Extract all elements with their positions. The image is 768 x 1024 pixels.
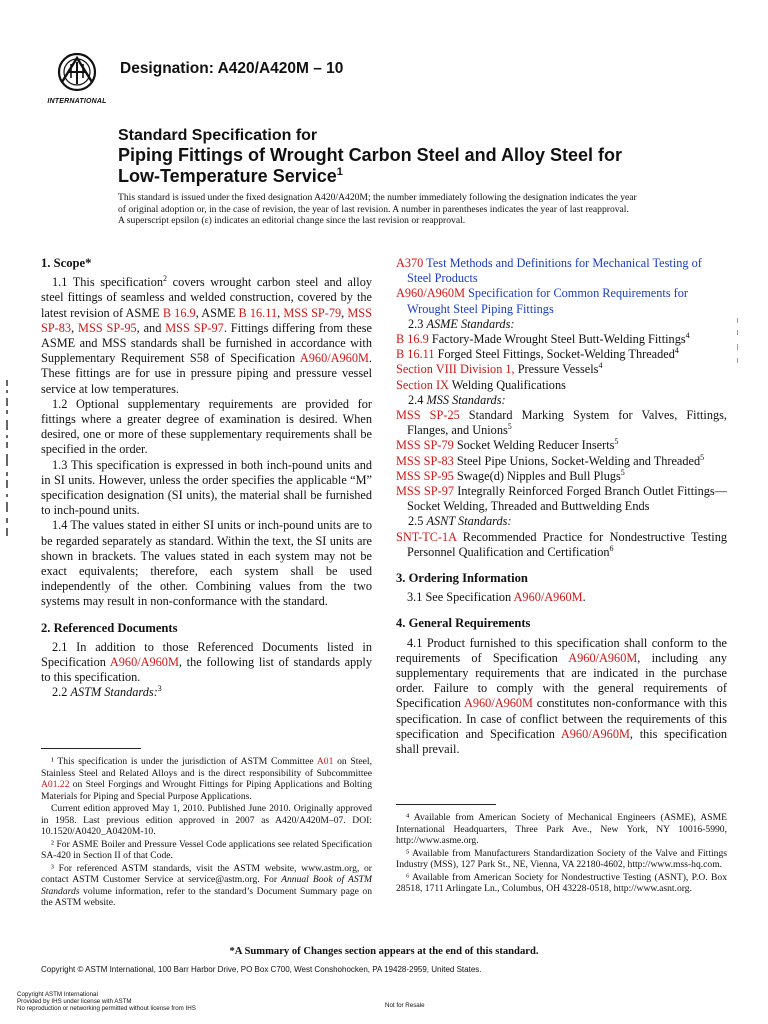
title-line-2: Piping Fittings of Wrought Carbon Steel and Alloy Steel for	[118, 145, 622, 165]
referenced-paragraph-1: 2.1 In addition to those Referenced Documents listed in Specification A960/A960M, the following list of standards apply to this specification.	[41, 639, 372, 685]
ordering-paragraph-1: 3.1 See Specification A960/A960M.	[407, 590, 586, 605]
link-b16-9[interactable]: B 16.9	[396, 332, 429, 347]
license-line: Provided by IHS under license with ASTM	[17, 998, 132, 1006]
footnotes-right	[396, 804, 727, 896]
issue-note-line: A superscript epsilon (ε) indicates an editorial change since the last revision or reapproval.	[118, 215, 466, 227]
side-watermark-icon	[3, 380, 11, 540]
footnote-3: ³ For referenced ASTM standards, visit the ASTM website, www.astm.org, or contact ASTM Customer Service at service@astm.org. For Annual Book of ASTM Standards volume information, refer to the standard’s Document Summary page on the ASTM website.	[41, 862, 372, 908]
ref-snt-tc-1a: SNT-TC-1A Recommended Practice for Nondestructive Testing Personnel Qualification and Certification$^6$	[396, 529, 727, 559]
footnote-1-edition: Current edition approved May 1, 2010. Published June 2010. Originally approved in 1958. Last previous edition approved in 2007 as A420/A420M–07. DOI: 10.1520/A0420_A0420M-10.	[41, 803, 372, 837]
footnote-6: ⁶ Available from American Society for Nondestructive Testing (ASNT), P.O. Box 28518, 1711 Arlingate Ln., Columbus, OH 43228-0518, http://www.asnt.org.	[396, 871, 727, 894]
ref-mss-sp-97: MSS SP-97 Integrally Reinforced Forged Branch Outlet Fittings—Socket Welding, Threaded and Buttwelding Ends	[396, 484, 727, 514]
subsection-asnt: 2.5 ASNT Standards:	[408, 514, 512, 529]
section-heading-general: 4. General Requirements	[396, 616, 531, 631]
link-a960[interactable]: A960/A960M	[299, 351, 369, 366]
footnote-rule	[396, 804, 496, 805]
referenced-paragraph-2: 2.2 ASTM Standards:$^3$	[52, 684, 162, 700]
link-mss-sp-97[interactable]: MSS SP-97	[396, 484, 454, 499]
ref-section-ix: Section IX Welding Qualifications	[396, 377, 566, 392]
link-a960[interactable]: A960/A960M	[560, 726, 630, 741]
link-a01[interactable]: A01	[316, 756, 334, 767]
ref-a370	[396, 256, 727, 286]
footnote-1: ¹ This specification is under the jurisdiction of ASTM Committee A01 on Steel, Stainless Steel and Related Alloys and is the direct responsibility of Subcommittee A01.22 on Steel Forgings and Wrought Fittings for Piping Applications and Bolting Materials for Piping and Special Purpose Applications.	[41, 756, 372, 802]
edge-mark-icon	[736, 318, 740, 368]
link-a01-22[interactable]: A01.22	[41, 779, 70, 790]
right-column	[396, 256, 727, 757]
link-a960[interactable]: A960/A960M	[463, 696, 533, 711]
ref-mss-sp-95: MSS SP-95 Swage(d) Nipples and Bull Plugs$^5$	[396, 467, 625, 483]
not-for-resale: Not for Resale	[385, 1002, 425, 1009]
title-block	[118, 126, 678, 187]
link-b16-11[interactable]: B 16.11	[238, 305, 278, 320]
ref-a960	[396, 286, 727, 316]
link-mss-sp-95[interactable]: MSS SP-95	[78, 320, 137, 335]
link-mss-sp-83[interactable]: MSS SP-83	[41, 305, 372, 335]
ref-mss-sp-79: MSS SP-79 Socket Welding Reducer Inserts$^5$	[396, 437, 619, 453]
issue-note	[118, 192, 678, 227]
issue-note-line: This standard is issued under the fixed designation A420/A420M; the number immediately following the designation indicates the year	[118, 192, 637, 203]
license-notice	[17, 991, 196, 1013]
license-line: Copyright ASTM International	[17, 991, 98, 998]
link-mss-sp-79[interactable]: MSS SP-79	[283, 305, 342, 320]
link-snt-tc-1a[interactable]: SNT-TC-1A	[396, 529, 457, 544]
issue-note-line: of original adoption or, in the case of revision, the year of last revision. A number in parentheses indicates the year of last reapproval.	[118, 203, 629, 215]
subsection-asme: 2.3 ASME Standards:	[408, 316, 515, 331]
link-mss-sp-83[interactable]: MSS SP-83	[396, 453, 454, 468]
subsection-mss: 2.4 MSS Standards:	[408, 392, 506, 407]
ref-mss-sp-83: MSS SP-83 Steel Pipe Unions, Socket-Welding and Threaded$^5$	[396, 452, 705, 468]
ref-b16-9: B 16.9 Factory-Made Wrought Steel Butt-Welding Fittings$^4$	[396, 330, 690, 347]
title-line-3: Low-Temperature Service$^1$	[118, 166, 343, 186]
link-b16-9[interactable]: B 16.9	[162, 305, 196, 320]
link-mss-sp-79[interactable]: MSS SP-79	[396, 438, 454, 453]
copyright-line: Copyright © ASTM International, 100 Barr Harbor Drive, PO Box C700, West Conshohocken, PA 19428-2959, United States.	[41, 965, 482, 974]
scope-paragraph-2: 1.2 Optional supplementary requirements are provided for fittings where a greater degree of examination is desired. When desired, one or more of these supplementary requirements shall be specified in the order.	[41, 396, 372, 457]
link-b16-11[interactable]: B 16.11	[396, 347, 435, 362]
link-mss-sp-97[interactable]: MSS SP-97	[165, 320, 224, 335]
link-a370[interactable]: A370	[396, 256, 424, 270]
logo-international-text: INTERNATIONAL	[47, 98, 107, 105]
section-heading-referenced: 2. Referenced Documents	[41, 620, 178, 635]
astm-logo	[42, 48, 112, 110]
section-heading-scope: 1. Scope*	[41, 256, 92, 270]
footnote-5: ⁵ Available from Manufacturers Standardization Society of the Valve and Fittings Industry (MSS), 127 Park St., NE, Vienna, VA 22180-4602, http://www.mss-hq.com.	[396, 847, 727, 870]
link-mss-sp-25[interactable]: MSS SP-25	[396, 408, 460, 423]
designation: Designation: A420/A420M – 10	[120, 60, 344, 77]
footnote-2: ² For ASME Boiler and Pressure Vessel Code applications see related Specification SA-420 in Section II of that Code.	[41, 838, 372, 861]
title-line-1: Standard Specification for	[118, 127, 318, 144]
footnotes-left	[41, 748, 372, 910]
footnote-rule	[41, 748, 141, 749]
ref-section-viii: Section VIII Division 1, Pressure Vessels$^4$	[396, 361, 603, 377]
general-paragraph-1: 4.1 Product furnished to this specification shall conform to the requirements of Specification A960/A960M, including any supplementary requirements that are indicated in the purchase order. Failure to comply with the general requirements of Specification A960/A960M constitutes non-conformance with this specification. In case of conflict between the requirements of this specification and Specification A960/A960M, this specification shall prevail.	[396, 635, 727, 757]
ref-a960-title[interactable]: Specification for Common Requirements for Wrought Steel Piping Fittings	[407, 286, 689, 316]
ref-b16-11: B 16.11 Forged Steel Fittings, Socket-Welding Threaded$^4$	[396, 346, 679, 362]
scope-paragraph-1: 1.1 This specification$^2$ covers wrought carbon steel and alloy steel fittings of seamless and welded construction, covered by the latest revision of ASME B 16.9, ASME B 16.11, MSS SP-79, MSS SP-83, MSS SP-95, and MSS SP-97. Fittings differing from these ASME and MSS standards shall be furnished in accordance with Supplementary Requirement S58 of Specification A960/A960M. These fittings are for use in pressure piping and pressure vessel service at low temperatures.	[41, 274, 373, 396]
footnote-4: ⁴ Available from American Society of Mechanical Engineers (ASME), ASME International Headquarters, Three Park Ave., New York, NY 10016-5990, http://www.asme.org.	[396, 812, 727, 846]
ref-a370-title[interactable]: Test Methods and Definitions for Mechanical Testing of Steel Products	[407, 256, 702, 286]
link-section-ix[interactable]: Section IX	[396, 377, 449, 392]
link-a960[interactable]: A960/A960M	[513, 590, 583, 605]
scope-paragraph-3: 1.3 This specification is expressed in both inch-pound units and in SI units. However, unless the order specifies the applicable “M” specification designation (SI units), the material shall be furnished to inch-pound units.	[41, 457, 372, 518]
link-a960[interactable]: A960/A960M	[396, 286, 466, 301]
link-section-viii[interactable]: Section VIII Division 1,	[396, 362, 515, 377]
license-line: No reproduction or networking permitted without license from IHS	[17, 1005, 196, 1013]
scope-paragraph-4: 1.4 The values stated in either SI units or inch-pound units are to be regarded separately as standard. Within the text, the SI units are shown in brackets. The values stated in each system may not be exact equivalents; therefore, each system shall be used independently of the other. Combining values from the two systems may result in non-conformance with the standard.	[41, 518, 372, 609]
link-a960[interactable]: A960/A960M	[568, 650, 638, 665]
summary-note: *A Summary of Changes section appears at the end of this standard.	[229, 946, 539, 957]
section-heading-ordering: 3. Ordering Information	[396, 571, 528, 586]
link-mss-sp-95[interactable]: MSS SP-95	[396, 468, 454, 483]
left-column	[41, 256, 372, 701]
link-a960[interactable]: A960/A960M	[109, 655, 179, 670]
ref-mss-sp-25: MSS SP-25 Standard Marking System for Valves, Fittings, Flanges, and Unions$^5$	[396, 408, 727, 438]
